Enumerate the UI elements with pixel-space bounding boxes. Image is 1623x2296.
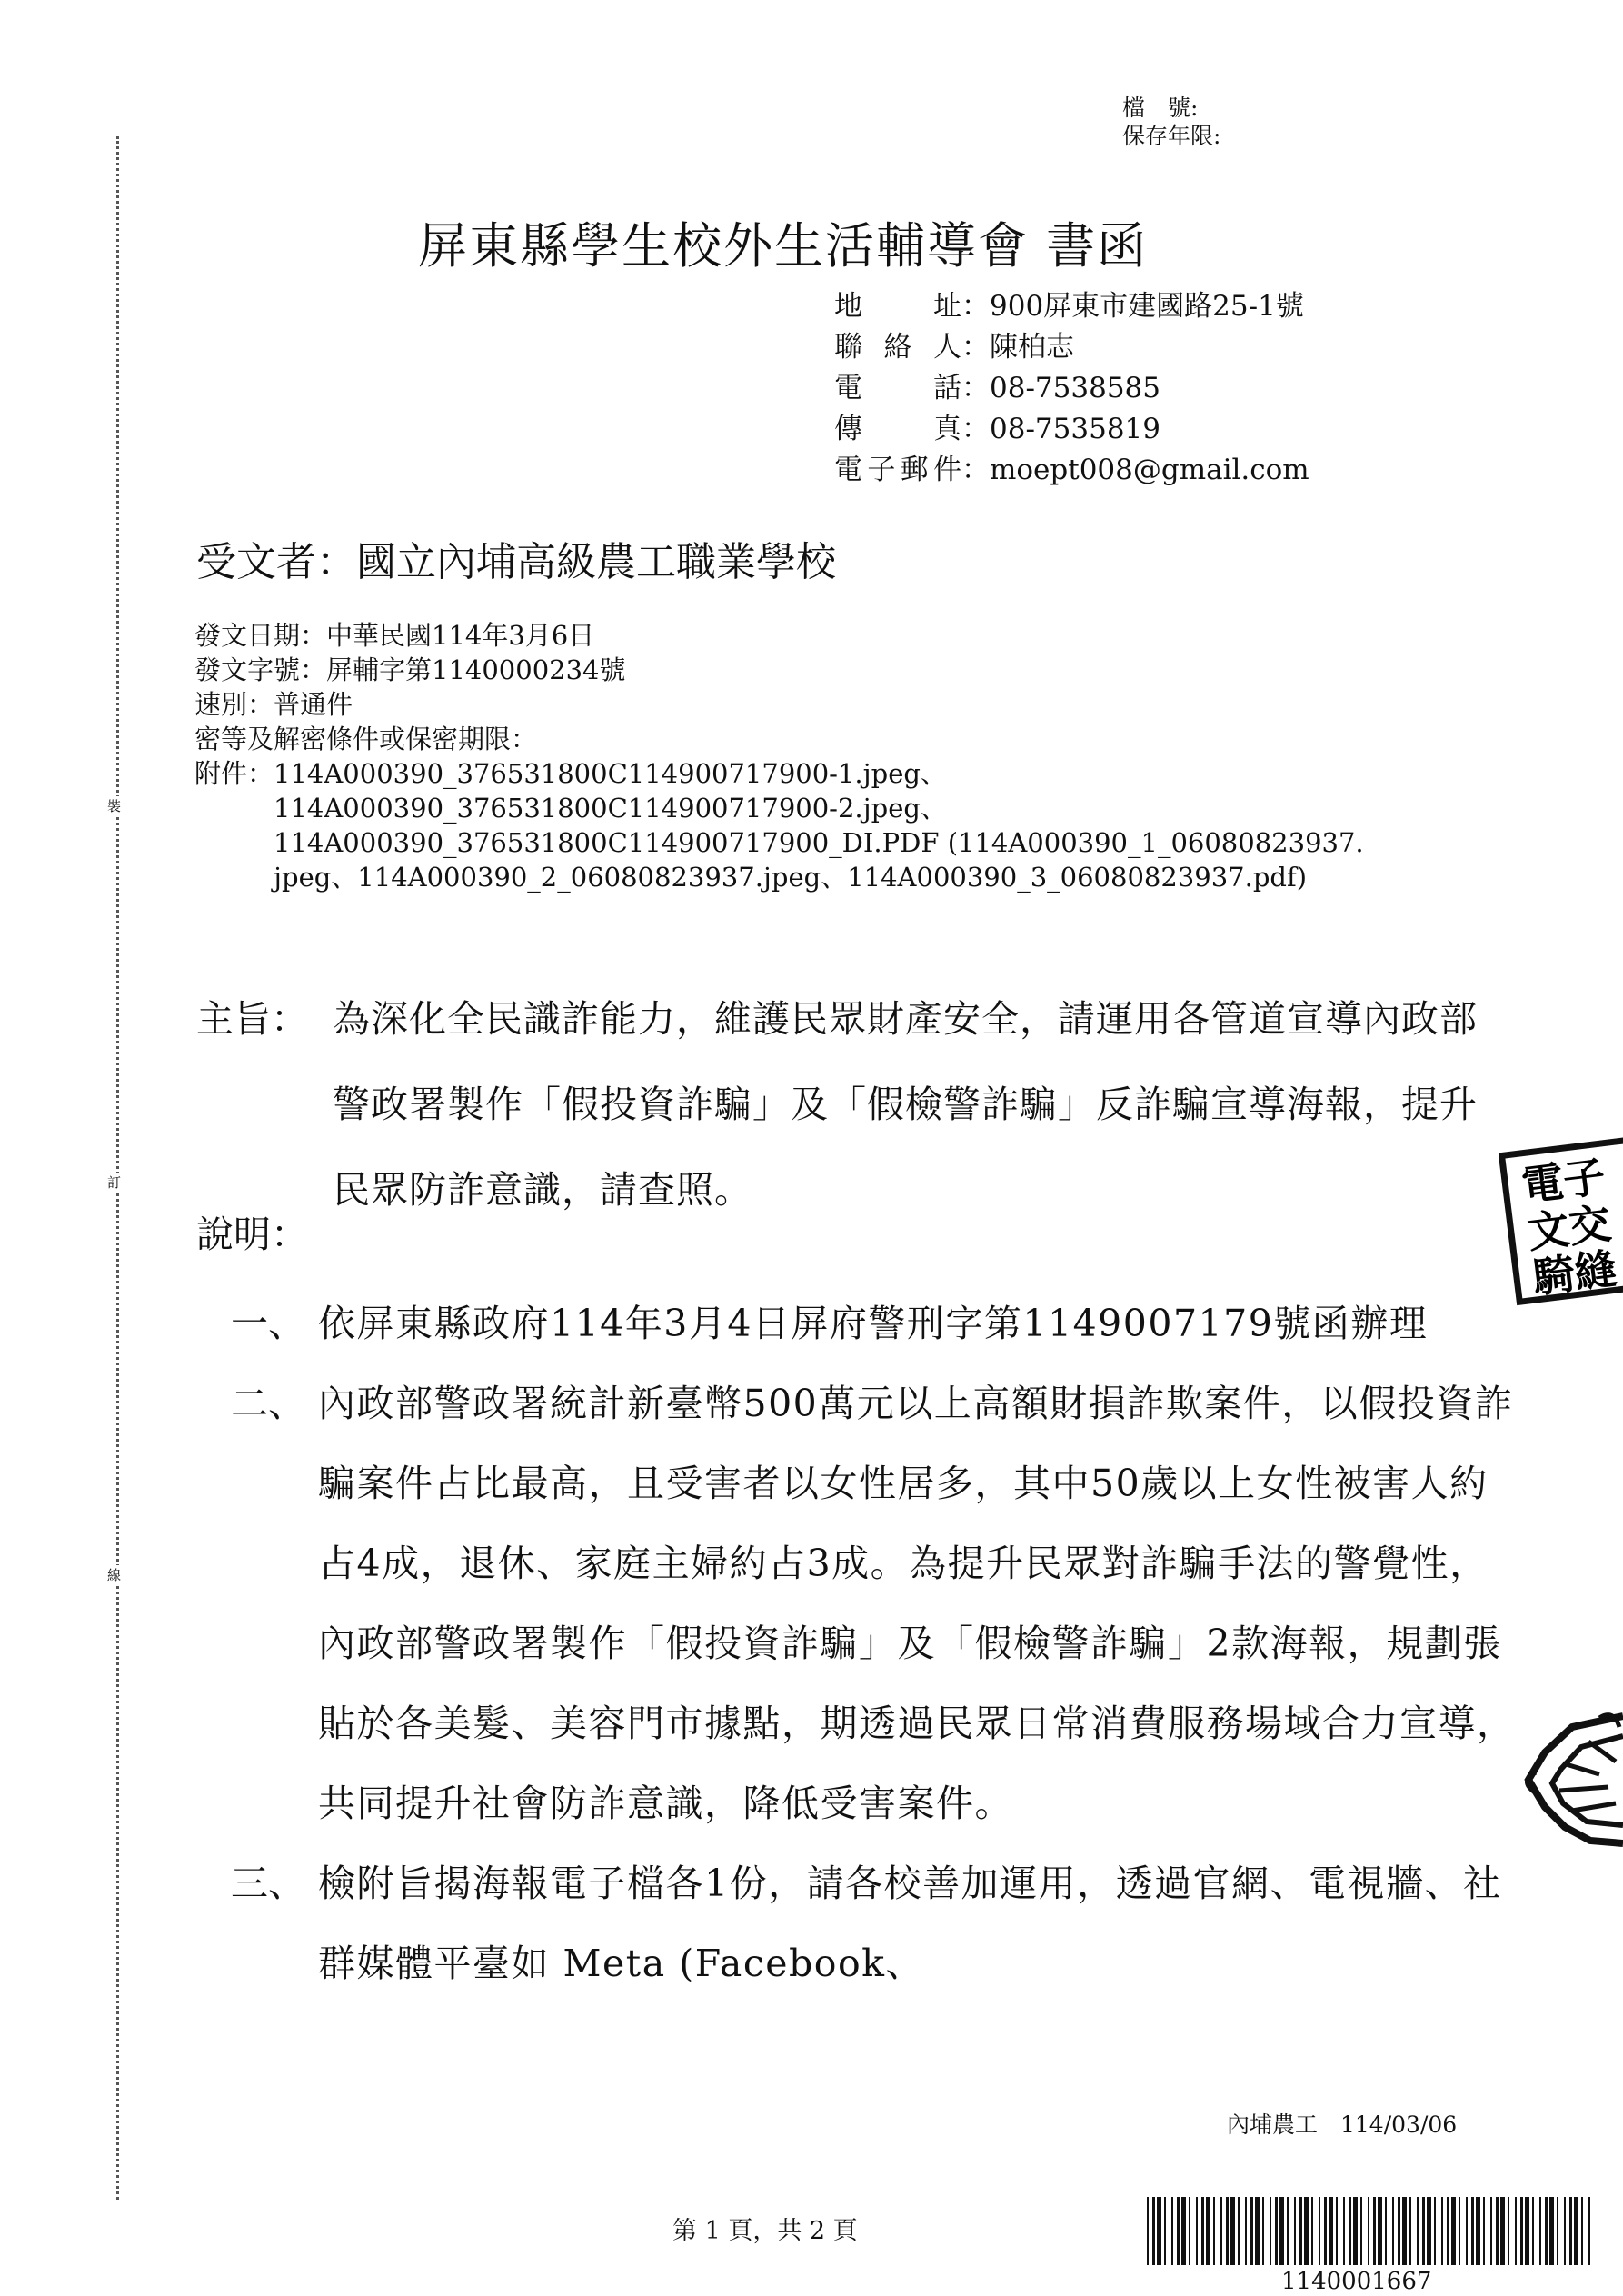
barcode-bar [1349,2197,1351,2265]
barcode-bar [1581,2197,1583,2265]
issue-date: 發文日期：中華民國114年3月6日 [194,620,595,651]
barcode [1147,2197,1592,2265]
barcode-bar [1275,2197,1278,2265]
delivery-speed: 速別：普通件 [194,689,353,720]
barcode-bar [1490,2197,1492,2265]
attachment-file[interactable]: jpeg、114A000390_2_06080823937.jpeg、114A000390_3_06080823937.pdf) [274,862,1308,893]
barcode-bar [1434,2197,1436,2265]
document-number: 發文字號：屏輔字第1140000234號 [194,654,626,685]
barcode-bar [1299,2197,1302,2265]
address-value: ：900屏東市建國路25-1號 [961,290,1304,323]
barcode-bar [1373,2197,1376,2265]
contact-person-row [834,327,1309,368]
barcode-bar [1378,2197,1382,2265]
subject-text: 為深化全民識詐能力，維護民眾財產安全，請運用各管道宣導內政部警政署製作「假投資詐騙」及「假檢警詐騙」反詐騙宣導海報，提升民眾防詐意識，請查照。 [333,997,1478,1212]
barcode-bar [1539,2197,1541,2265]
item-text: 內政部警政署統計新臺幣500萬元以上高額財損詐欺案件，以假投資詐騙案件占比最高，且受害者以女性居多，其中50歲以上女性被害人約占4成，退休、家庭主婦約占3成。為提升民眾對詐騙手法的警覺性，內政部警政署製作「假投資詐騙」及「假檢警詐騙」2款海報，規劃張貼於各美髮、美容門市據點，期透過民眾日常消費服務場域合力宣導，共同提升社會防詐意識，降低受害案件。 [318,1382,1516,1825]
explanation-list [231,1283,1523,2003]
barcode-bar [1508,2197,1509,2265]
stamp-text-line: 騎縫 [1529,1243,1619,1303]
barcode-bar [1500,2197,1505,2265]
barcode-bar [1520,2197,1523,2265]
barcode-bar [1287,2197,1289,2265]
barcode-bar [1549,2197,1554,2265]
barcode-bar [1427,2197,1431,2265]
fax-value: ：08-7535819 [961,413,1160,445]
barcode-bar [1319,2197,1320,2265]
barcode-bar [1532,2197,1534,2265]
barcode-bar [1329,2197,1333,2265]
email-label: 電子郵件 [834,454,961,486]
list-item [231,1843,1523,2003]
barcode-bar [1255,2197,1260,2265]
binding-dotted-line [116,136,119,2200]
barcode-bar [1238,2197,1240,2265]
phone-row [834,368,1309,409]
barcode-bar [1250,2197,1253,2265]
recipient: 受文者：國立內埔高級農工職業學校 [196,539,836,585]
item-text: 依屏東縣政府114年3月4日屏府警刑字第1149007179號函辦理 [318,1302,1429,1345]
attachment-file[interactable]: 114A000390_376531800C114900717900-2.jpeg、 [274,793,947,824]
barcode-bar [1230,2197,1235,2265]
barcode-bar [1171,2197,1173,2265]
barcode-bar [1177,2197,1180,2265]
barcode-bar [1270,2197,1271,2265]
barcode-bar [1483,2197,1485,2265]
contact-person-label: 聯絡人 [834,331,961,364]
barcode-bar [1515,2197,1517,2265]
explanation-label: 說明： [196,1213,308,1256]
retention-label: 保存年限: [1122,123,1221,149]
barcode-bar [1574,2197,1578,2265]
barcode-bar [1164,2197,1166,2265]
binding-label-ding: 訂 [107,1174,122,1191]
subject-label: 主旨： [196,997,308,1041]
barcode-bar [1311,2197,1313,2265]
barcode-bar [1220,2197,1222,2265]
fax-label: 傳真 [834,413,961,445]
archive-info [1122,94,1220,150]
subject-section [196,976,1496,1233]
item-number: 一、 [231,1302,305,1345]
barcode-bar [1417,2197,1419,2265]
stamp-text-line: 電子 [1518,1151,1608,1211]
barcode-bar [1304,2197,1309,2265]
barcode-bar [1402,2197,1407,2265]
binding-label-xian: 線 [107,1567,122,1583]
page-number: 第 1 頁，共 2 頁 [672,2217,858,2245]
binding-label-zhuang: 裝 [107,798,122,814]
contact-person-value: ：陳柏志 [961,331,1074,364]
barcode-bar [1368,2197,1369,2265]
barcode-bar [1147,2197,1149,2265]
phone-value: ：08-7538585 [961,372,1160,404]
address-label: 地址 [834,290,961,323]
barcode-bar [1324,2197,1327,2265]
attachment-file[interactable]: 114A000390_376531800C114900717900-1.jpeg、 [274,758,947,789]
barcode-bar [1392,2197,1394,2265]
barcode-bar [1360,2197,1362,2265]
barcode-bar [1447,2197,1449,2265]
secrecy-level: 密等及解密條件或保密期限： [194,724,538,754]
barcode-bar [1588,2197,1590,2265]
barcode-bar [1466,2197,1468,2265]
file-number-label: 檔 號: [1122,95,1199,121]
barcode-bar [1226,2197,1229,2265]
attachment-label: 附件： [194,758,274,789]
barcode-bar [1496,2197,1499,2265]
barcode-bar [1569,2197,1572,2265]
barcode-bar [1206,2197,1210,2265]
barcode-bar [1336,2197,1338,2265]
list-item [231,1363,1523,1843]
phone-label: 電話 [834,372,961,404]
barcode-number: 1140001667 [1281,2268,1432,2295]
stamp-text-line: 文交 [1524,1198,1614,1258]
attachment-file[interactable]: 114A000390_376531800C114900717900_DI.PDF (114A000390_1_06080823937. [274,827,1364,858]
barcode-bar [1196,2197,1198,2265]
item-number: 二、 [231,1382,305,1425]
list-item [231,1283,1523,1363]
barcode-bar [1441,2197,1443,2265]
barcode-bar [1471,2197,1474,2265]
barcode-bar [1545,2197,1548,2265]
barcode-bar [1564,2197,1566,2265]
barcode-bar [1409,2197,1411,2265]
document-meta [194,618,1364,894]
barcode-bar [1213,2197,1215,2265]
barcode-bar [1157,2197,1161,2265]
receiving-org-date: 內埔農工 114/03/06 [1227,2111,1458,2138]
attachment-list [274,756,1364,894]
contact-info [834,286,1309,491]
barcode-bar [1294,2197,1296,2265]
barcode-bar [1262,2197,1264,2265]
barcode-bar [1525,2197,1529,2265]
barcode-bar [1557,2197,1558,2265]
barcode-bar [1451,2197,1456,2265]
item-text: 檢附旨揭海報電子檔各1份，請各校善加運用，透過官網、電視牆、社群媒體平臺如 Meta (Facebook、 [318,1862,1502,1985]
barcode-bar [1343,2197,1345,2265]
barcode-bar [1152,2197,1155,2265]
barcode-bar [1353,2197,1358,2265]
document-title: 屏東縣學生校外生活輔導會 書函 [418,217,1149,275]
email-value: ：moept008@gmail.com [961,454,1309,486]
email-row [834,450,1309,491]
barcode-bar [1398,2197,1400,2265]
barcode-bar [1201,2197,1204,2265]
attachments [194,756,1364,894]
electronic-document-stamp [1499,1136,1623,1309]
fax-row [834,409,1309,450]
barcode-bar [1279,2197,1284,2265]
barcode-bar [1181,2197,1186,2265]
barcode-bar [1459,2197,1460,2265]
barcode-bar [1189,2197,1190,2265]
barcode-bar [1422,2197,1425,2265]
barcode-bar [1476,2197,1480,2265]
address-row [834,286,1309,327]
barcode-bar [1385,2197,1387,2265]
item-number: 三、 [231,1862,305,1905]
barcode-bar [1245,2197,1247,2265]
official-seal-fragment [1508,1709,1623,1850]
